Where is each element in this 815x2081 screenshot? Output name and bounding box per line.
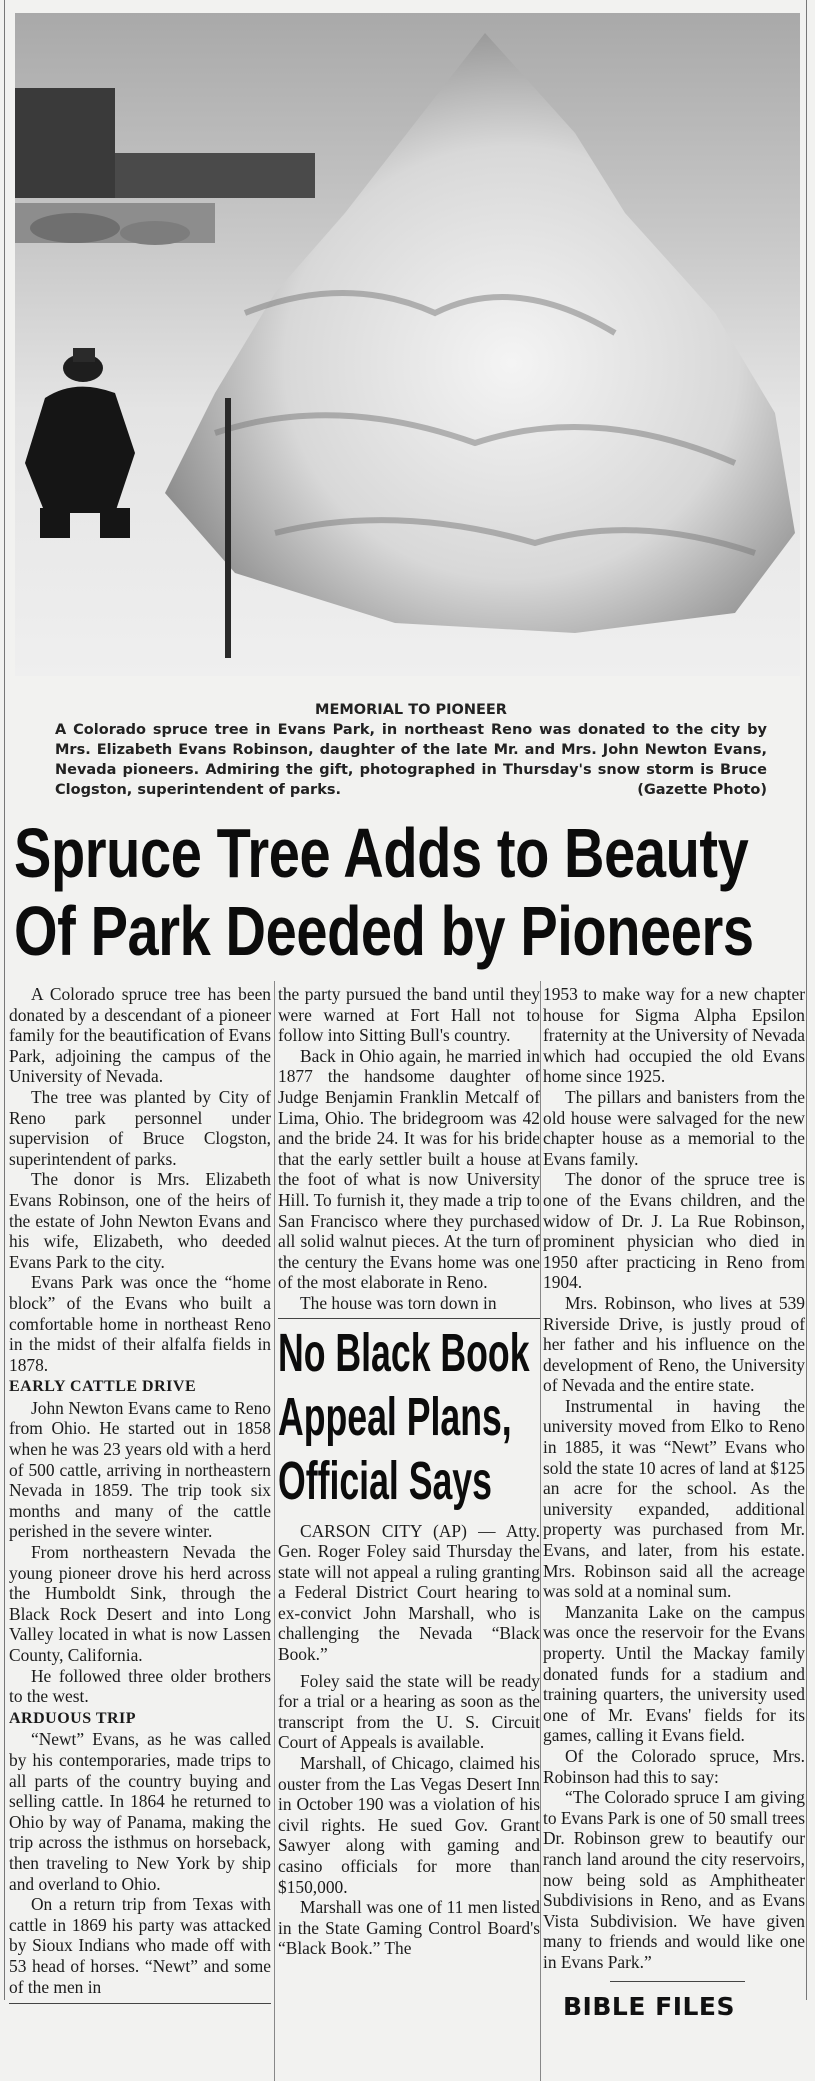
main-headline [14, 814, 815, 974]
paragraph: Manzanita Lake on the campus was once the reservoir for the Evans property. Until the Mackay family donated funds for a stadium and training quarters, the university used one of Mr. Evans' fields for its games, calling it Evans field. [543, 1601, 805, 1746]
paragraph: A Colorado spruce tree has been donated by a descendant of a pioneer family for the beautification of Evans Park, adjoining the campus of the University of Nevada. [9, 984, 271, 1087]
column-3-text [543, 984, 805, 1973]
caption-body [55, 720, 767, 800]
photo-credit: (Gazette Photo) [637, 782, 767, 798]
headline-line-1: Spruce Tree Adds to Beauty [14, 814, 749, 892]
paragraph: The tree was planted by City of Reno park personnel under supervision of Bruce Clogston, superintendent of parks. [9, 1086, 271, 1169]
photo-snow-spruce-icon [15, 13, 800, 676]
paragraph: He followed three older brothers to the west. [9, 1665, 271, 1707]
headline-line-2: Of Park Deeded by Pioneers [14, 892, 754, 970]
paragraph: The donor is Mrs. Elizabeth Evans Robinson, one of the heirs of the estate of John Newton Evans and his wife, Elizabeth, who deeded Evans Park to the city. [9, 1169, 271, 1272]
subheading: ARDUOUS TRIP [9, 1709, 137, 1727]
paragraph: The donor of the spruce tree is one of the Evans children, and the widow of Dr. J. La Rue Robinson, prominent physician who died in 1950 after practicing in Reno from 1904. [543, 1169, 805, 1293]
column-rule [540, 981, 541, 2081]
column-end-rule [9, 2003, 271, 2004]
subheading: EARLY CATTLE DRIVE [9, 1378, 197, 1396]
article-column-2 [278, 984, 540, 1959]
paragraph: CARSON CITY (AP) — Atty. Gen. Roger Foley said Thursday the state will not appeal a ruling granting a Federal District Court hearing to ex-convict John Marshall, who is challenging the Nevada “Black Book.” [278, 1520, 540, 1665]
story-divider-rule [278, 1318, 540, 1319]
article-column-3 [543, 984, 805, 2022]
third-story-headline: BIBLE FILES [563, 1991, 736, 2021]
paragraph: Instrumental in having the university moved from Elko to Reno in 1885, it was “Newt” Evans who sold the state 10 acres of land at $125 an acre for the school. As the university expanded, additional property was purchased from Mr. Evans, and later, from his estate. Mrs. Robinson said all the acreage was sold at a nominal sum. [543, 1395, 805, 1602]
paragraph: On a return trip from Texas with cattle in 1869 his party was attacked by Sioux Indians who made off with 53 head of horses. “Newt” and some of the men in [9, 1894, 271, 1997]
column-2-text [278, 984, 540, 1314]
paragraph: From northeastern Nevada the young pioneer drove his herd across the Humboldt Sink, through the Black Rock Desert and into Long Valley located in what is now Lassen County, California. [9, 1542, 271, 1665]
paragraph: 1953 to make way for a new chapter house for Sigma Alpha Epsilon fraternity at the University of Nevada which had occupied the old Evans home since 1925. [543, 984, 805, 1087]
second-headline-line-1: No Black Book [278, 1322, 530, 1383]
column-1-text [9, 984, 271, 1997]
caption-title: MEMORIAL TO PIONEER [315, 702, 507, 718]
paragraph: “Newt” Evans, as he was called by his contemporaries, made trips to all parts of the country buying and selling cattle. In 1864 he returned to Ohio by way of Panama, making the trip across the isthmus on horseback, then traveling to New York by ship and overland to Ohio. [9, 1729, 271, 1894]
photo-caption [55, 700, 767, 800]
paragraph: The house was torn down in [300, 1292, 497, 1313]
paragraph: The pillars and banisters from the old house were salvaged for the new chapter house as a memorial to the Evans family. [543, 1086, 805, 1169]
second-story-body [278, 1521, 540, 1959]
second-headline-line-3: Official Says [278, 1450, 492, 1511]
paragraph: Mrs. Robinson, who lives at 539 Riverside Drive, is justly proud of her father and his influence on the development of Reno, the University of Nevada and the entire state. [543, 1292, 805, 1396]
paragraph: Foley said the state will be ready for a trial or a hearing as soon as the transcript from the U. S. Circuit Court of Appeals is available. [278, 1670, 540, 1753]
paragraph: Of the Colorado spruce, Mrs. Robinson had this to say: [543, 1745, 805, 1787]
column-rule [274, 981, 275, 2081]
paragraph: “The Colorado spruce I am giving to Evans Park is one of 50 small trees Dr. Robinson grew to beautify our ranch land around the city reservoirs, now being sold as Amphitheater Subdivisions in Reno, and as Evans Vista Subdivision. We have given many to friends and would like one in Evans Park.” [543, 1787, 805, 1972]
caption-text: A Colorado spruce tree in Evans Park, in northeast Reno was donated to the city by Mrs. Elizabeth Evans Robinson, daughter of the late Mr. and Mrs. John Newton Evans, Nevada pioneers. Admiring the gift, photographed in Thursday's snow storm is Bruce Clogston, superintendent of parks. [55, 722, 767, 798]
paragraph: Evans Park was once the “home block” of the Evans who built a comfortable home in northeast Reno in the midst of their alfalfa fields in 1878. [9, 1272, 271, 1375]
paragraph: the party pursued the band until they were warned at Fort Hall not to follow into Sitting Bull's country. [278, 984, 540, 1046]
second-headline-line-2: Appeal Plans, [278, 1386, 512, 1447]
news-photo [15, 13, 800, 676]
paragraph: Back in Ohio again, he married in 1877 the handsome daughter of Judge Benjamin Franklin Metcalf of Lima, Ohio. The bridegroom was 42 and the bride 24. It was for his bride that the early settler built a house at the foot of what is now University Hill. To furnish it, they made a trip to San Francisco where they purchased all solid walnut pieces. At the turn of the century the Evans home was one of the most elaborate in Reno. [278, 1045, 540, 1293]
paragraph: Marshall was one of 11 men listed in the State Gaming Control Board's “Black Book.” The [278, 1897, 540, 1959]
paragraph: Marshall, of Chicago, claimed his ouster from the Las Vegas Desert Inn in October 190 was a violation of his civil rights. He sued Gov. Grant Sawyer along with gaming and casino officials for more than $150,000. [278, 1753, 540, 1897]
second-story-headline [278, 1321, 540, 1513]
paragraph: John Newton Evans came to Reno from Ohio. He started out in 1858 when he was 23 years old with a herd of 500 cattle, arriving in northeastern Nevada in 1859. The trip took six months and many of the cattle perished in the severe winter. [9, 1397, 271, 1542]
article-column-1 [9, 984, 271, 2004]
article-columns [9, 984, 815, 2022]
story-divider-rule [610, 1981, 745, 1982]
